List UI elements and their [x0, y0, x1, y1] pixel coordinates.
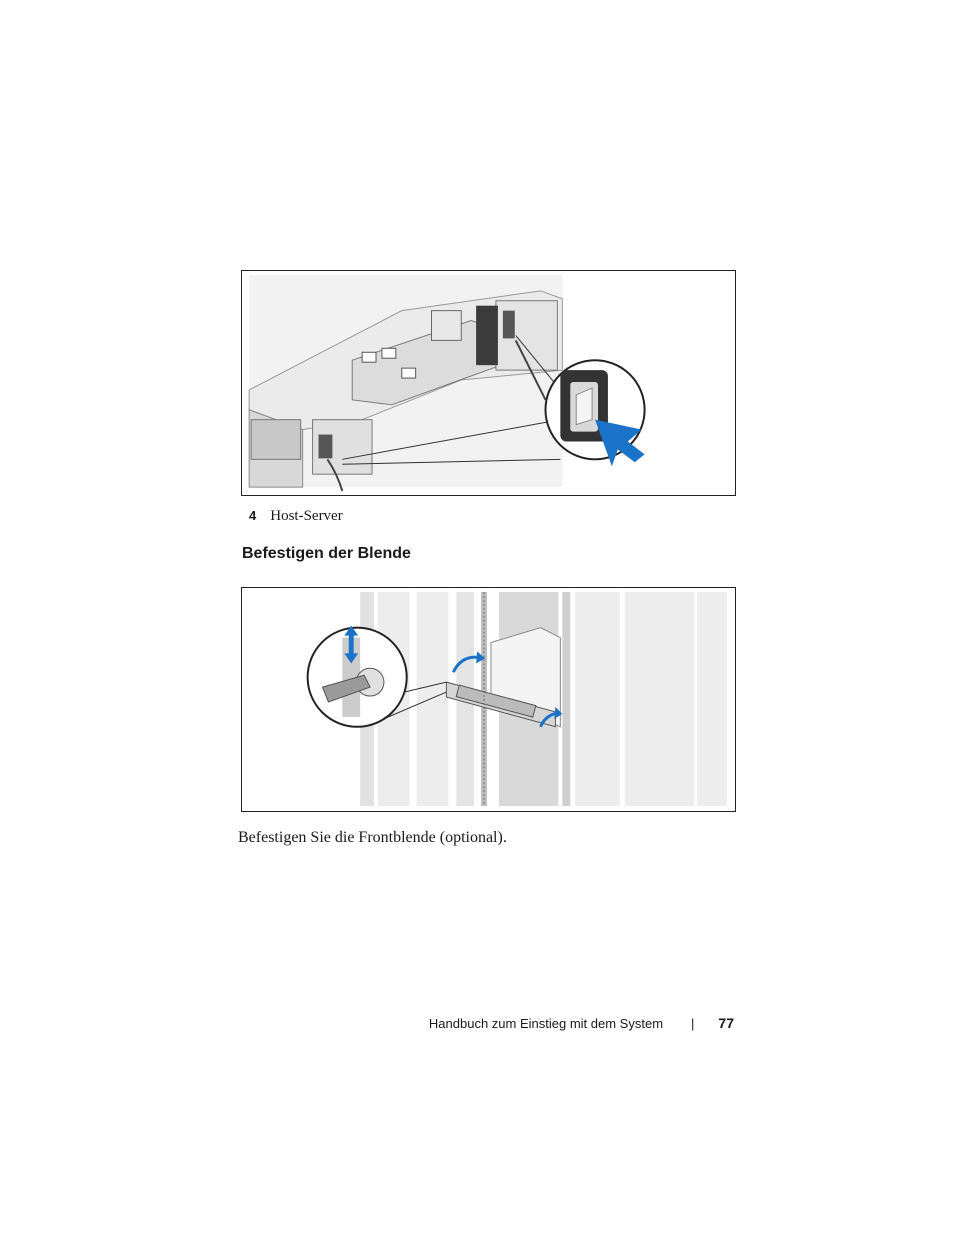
bezel-figure [241, 587, 736, 812]
section-heading: Befestigen der Blende [242, 545, 411, 562]
figure-callout [249, 508, 343, 525]
footer-title: Handbuch zum Einstieg mit dem System [428, 1015, 664, 1031]
footer-separator: | [691, 1015, 695, 1031]
enclosure-illustration [242, 271, 735, 495]
bezel-illustration [242, 588, 735, 811]
page-footer [429, 1015, 734, 1031]
callout-label: Host-Server [270, 508, 343, 524]
page-number: 77 [718, 1015, 734, 1031]
instruction-text: Befestigen Sie die Frontblende (optional). [238, 829, 507, 846]
power-switch-figure [241, 270, 736, 496]
callout-number: 4 [249, 508, 257, 523]
